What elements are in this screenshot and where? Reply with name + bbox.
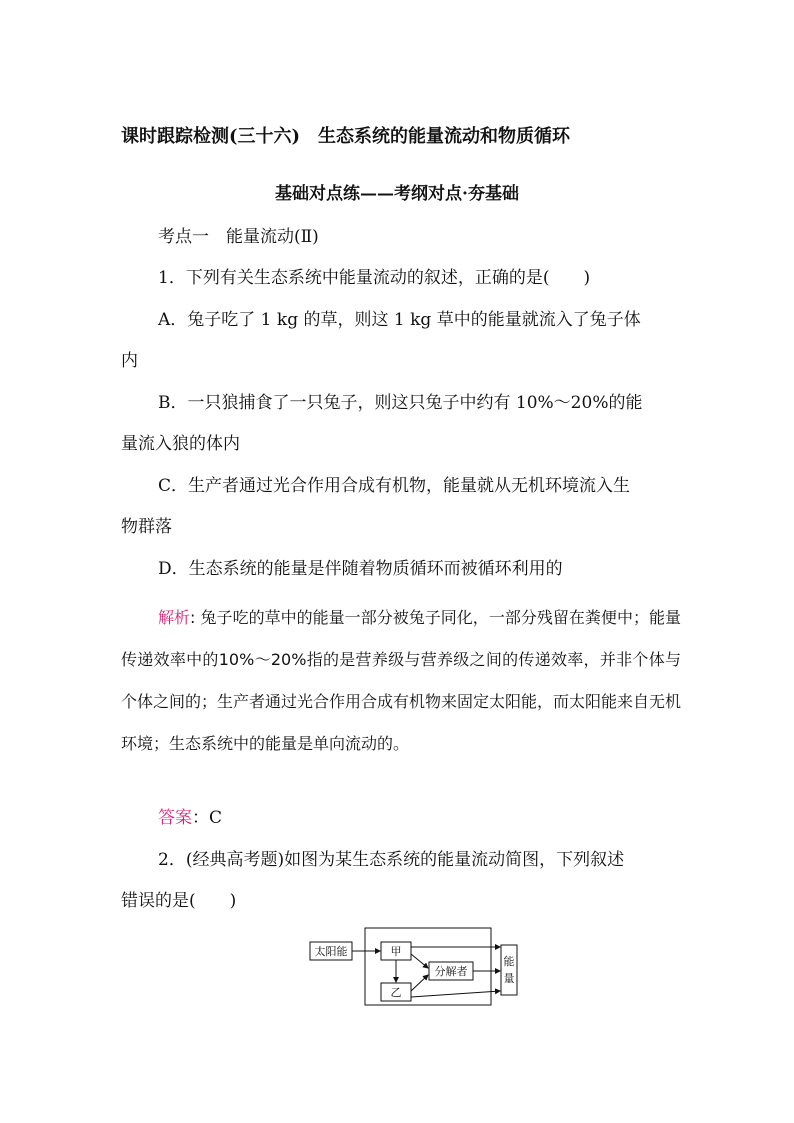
sun-label: 太阳能 bbox=[314, 945, 348, 958]
energy-char1: 能 bbox=[503, 955, 515, 968]
title-part1: 课时跟踪检测(三十六) bbox=[121, 126, 301, 147]
yi-label: 乙 bbox=[390, 986, 402, 999]
arrow-yi-decomposer bbox=[411, 975, 428, 991]
jia-label: 甲 bbox=[390, 945, 402, 958]
q1-option-a-line1: A．兔子吃了 1 kg 的草，则这 1 kg 草中的能量就流入了兔子体 bbox=[158, 310, 641, 330]
topic-heading: 考点一 能量流动(Ⅱ) bbox=[158, 227, 319, 247]
arrow-yi-energy bbox=[411, 991, 500, 997]
q1-option-c-line1: C．生产者通过光合作用合成有机物，能量就从无机环境流入生 bbox=[158, 476, 631, 496]
q1-answer bbox=[158, 804, 222, 832]
q1-analysis bbox=[121, 597, 681, 765]
energy-char2: 量 bbox=[503, 972, 515, 985]
energy-box bbox=[501, 945, 517, 995]
q1-stem: 1．下列有关生态系统中能量流动的叙述，正确的是( ) bbox=[158, 268, 591, 288]
title-part2: 生态系统的能量流动和物质循环 bbox=[318, 126, 571, 147]
answer-label: 答案 bbox=[158, 808, 192, 828]
q2-stem-line1: 2．(经典高考题)如图为某生态系统的能量流动简图，下列叙述 bbox=[158, 850, 625, 870]
q1-option-b-line2: 量流入狼的体内 bbox=[121, 434, 240, 454]
decomposer-label: 分解者 bbox=[434, 965, 468, 978]
q1-option-c-line2: 物群落 bbox=[121, 517, 172, 537]
q2-stem-line2: 错误的是( ) bbox=[121, 891, 237, 911]
energy-flow-diagram bbox=[308, 925, 528, 1015]
section-title: 基础对点练——考纲对点·夯基础 bbox=[275, 184, 519, 204]
document-title bbox=[121, 124, 681, 150]
q1-option-a-line2: 内 bbox=[121, 351, 138, 371]
q1-option-b-line1: B．一只狼捕食了一只兔子，则这只兔子中约有 10%～20%的能 bbox=[158, 393, 643, 413]
analysis-label: 解析 bbox=[158, 608, 191, 627]
q1-option-d: D．生态系统的能量是伴随着物质循环而被循环利用的 bbox=[158, 559, 563, 579]
analysis-text: : 兔子吃的草中的能量一部分被兔子同化，一部分残留在粪便中；能量传递效率中的10%～20%指的是营养级与营养级之间的传递效率，并非个体与个体之间的；生产者通过光合作用合成有机物来固定太阳能，而太阳能来自无机环境；生态系统中的能量是单向流动的。 bbox=[121, 608, 682, 753]
arrow-jia-decomposer bbox=[411, 954, 428, 968]
answer-sep: ： bbox=[192, 808, 209, 828]
answer-value: C bbox=[209, 808, 223, 828]
